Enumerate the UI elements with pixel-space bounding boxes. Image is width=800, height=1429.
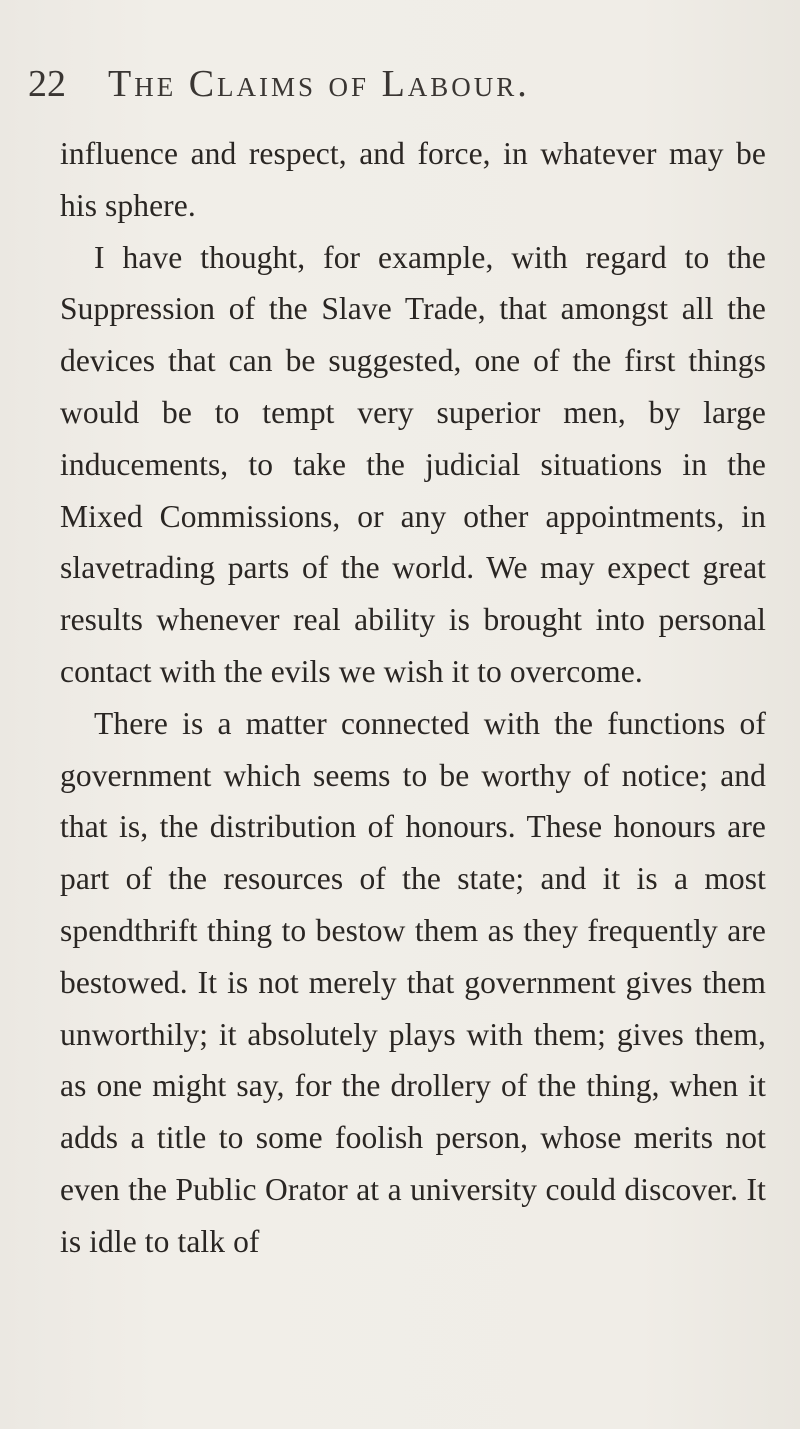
page-header bbox=[28, 62, 728, 112]
paragraph-honours: There is a matter connected with the functions of government which seems to be worthy of notice; and that is, the distribution of honours. These honours are part of the resources of the state; and it is a most spendthrift thing to bestow them as they frequently are bestowed. It is not merely that government gives them unworthily; it absolutely plays with them; gives them, as one might say, for the drollery of the thing, when it adds a title to some foolish person, whose merits not even the Public Orator at a university could discover. It is idle to talk of bbox=[60, 705, 766, 1259]
running-head: The Claims of Labour. bbox=[108, 63, 530, 105]
paragraph-slave-trade: I have thought, for example, with regard to the Suppression of the Slave Trade, that amongst all the devices that can be suggested, one of the first things would be to tempt very superior men, by large inducements, to take the judicial situations in the Mixed Commissions, or any other appointments, in slavetrading parts of the world. We may expect great results whenever real ability is brought into personal contact with the evils we wish it to overcome. bbox=[60, 239, 766, 689]
paragraph-continuation: influence and respect, and force, in whatever may be his sphere. bbox=[60, 136, 766, 223]
page-number: 22 bbox=[28, 63, 66, 105]
body-text bbox=[60, 128, 766, 1268]
